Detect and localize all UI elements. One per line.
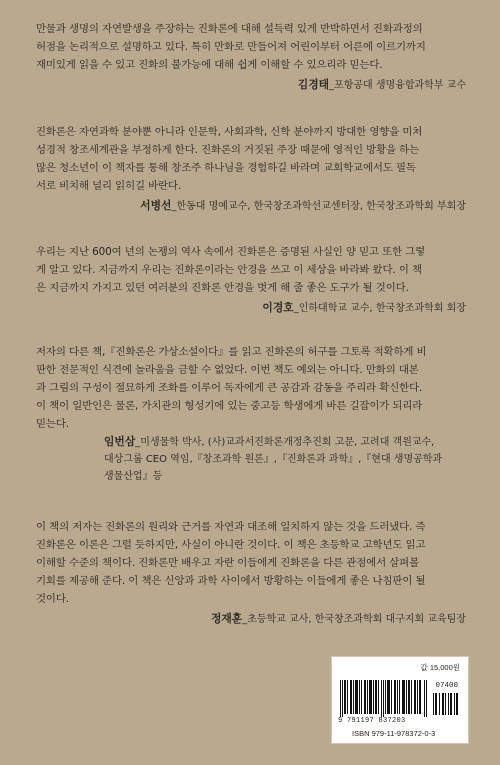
review-3	[36, 243, 466, 317]
reviewer-affiliation: _한동대 명예교수, 한국창조과학선교센터장, 한국창조과학회 부회장	[171, 201, 466, 212]
review-2	[36, 123, 466, 215]
reviewer-affiliation: _초등학교 교사, 한국창조과학회 대구지회 교육팀장	[242, 614, 466, 625]
review-text: 만물과 생명의 자연발생을 주장하는 진화론에 대해 설득력 있게 반박하면서 진화과정의 허점을 논리적으로 설명하고 있다. 특히 만화로 만들어져 어린이부터 어른에 이르기까지 재미있게 읽을 수 있고 진화의 불가능에 대해 쉽게 이해할 수 있으리라 믿는다.	[36, 23, 426, 71]
review-attribution	[36, 299, 466, 317]
reviewer-name: 서병선	[140, 199, 172, 212]
review-text: 이 책의 저자는 진화론의 원리와 근거를 자연과 대조해 일치하지 않는 것을 드러냈다. 즉 진화론은 이론은 그럴 듯하지만, 사실이 아니란 것이다. 이 책은 초등학교 고학년도 읽고 이해할 수준의 책이다. 진화론만 배우고 자란 이들에게 진화론을 다른 관점에서 살펴볼 기회를 제공해 준다. 이 책은 신앙과 과학 사이에서 방황하는 이들에게 좋은 나침판이 될 것이다.	[36, 521, 426, 605]
addon-code: 07400	[435, 682, 458, 690]
reviewer-name: 이경호	[262, 301, 294, 314]
barcode-icon	[340, 680, 430, 717]
review-5	[36, 518, 466, 628]
reviewer-affiliation: 대상그룹 CEO 역임,『창조과학 원론』,『진화론과 과학』,『현대 생명공학과	[104, 454, 443, 465]
isbn-barcode	[331, 656, 469, 744]
reviewer-name: 정재훈	[210, 612, 243, 625]
review-attribution	[36, 76, 466, 94]
reviewer-affiliation: _인하대학교 교수, 한국창조과학회 회장	[293, 303, 466, 314]
reviewer-affiliation: _포항공대 생명융합과학부 교수	[329, 80, 466, 91]
review-attribution	[36, 610, 466, 628]
reviewer-affiliation: _미생물학 박사, (사)교과서진화론개정추진회 고문, 고려대 객원교수,	[135, 437, 435, 448]
review-text: 진화론은 자연과학 분야뿐 아니라 인문학, 사회과학, 신학 분야까지 방대한 영향을 미쳐 성경적 창조세계관을 부정하게 한다. 진화론의 거짓된 주장 때문에 영적인 방황을 하는 많은 청소년이 이 책자를 통해 창조주 하나님을 경험하길 바라며 교회학교에서도 필독 서로 비치해 널리 읽히길 바란다.	[36, 126, 423, 192]
review-attribution	[36, 197, 466, 215]
review-attribution	[104, 433, 466, 485]
isbn-number: ISBN 979-11-978372-0-3	[352, 729, 436, 738]
barcode-digits: 9 791197 837203	[338, 717, 406, 725]
review-text: 우리는 지난 600여 년의 논쟁의 역사 속에서 진화론은 증명된 사실인 양 믿고 또한 그렇 게 알고 있다. 지금까지 우리는 진화론이라는 안경을 쓰고 이 세상을 바라봐 왔다. 이 책 은 지금까지 가지고 있던 여러분의 진화론 안경을 벗게 해 줄 좋은 도구가 될 것이다.	[36, 246, 426, 294]
addon-barcode-icon	[433, 693, 459, 715]
price-label: 값 15,000원	[420, 663, 460, 672]
review-text: 저자의 다른 책,『진화론은 가상소설이다』를 읽고 진화론의 허구를 그토록 적확하게 비 판한 전문적인 식견에 놀라움을 금할 수 없었다. 이번 책도 예외는 아니다. 만화의 대본 과 그림의 구성이 절묘하게 조화를 이루어 독자에게 큰 공감과 감동을 주리라 확신한다. 이 책이 일반인은 물론, 가치관의 형성기에 있는 중고등 학생에게 바른 길잡이가 되리라 믿는다.	[36, 346, 427, 430]
review-4	[36, 343, 466, 485]
reviewer-name: 임번삼	[104, 435, 136, 448]
review-1	[36, 20, 466, 94]
reviewer-affiliation: 생물산업』등	[104, 471, 163, 482]
reviewer-name: 김경태	[297, 78, 330, 91]
